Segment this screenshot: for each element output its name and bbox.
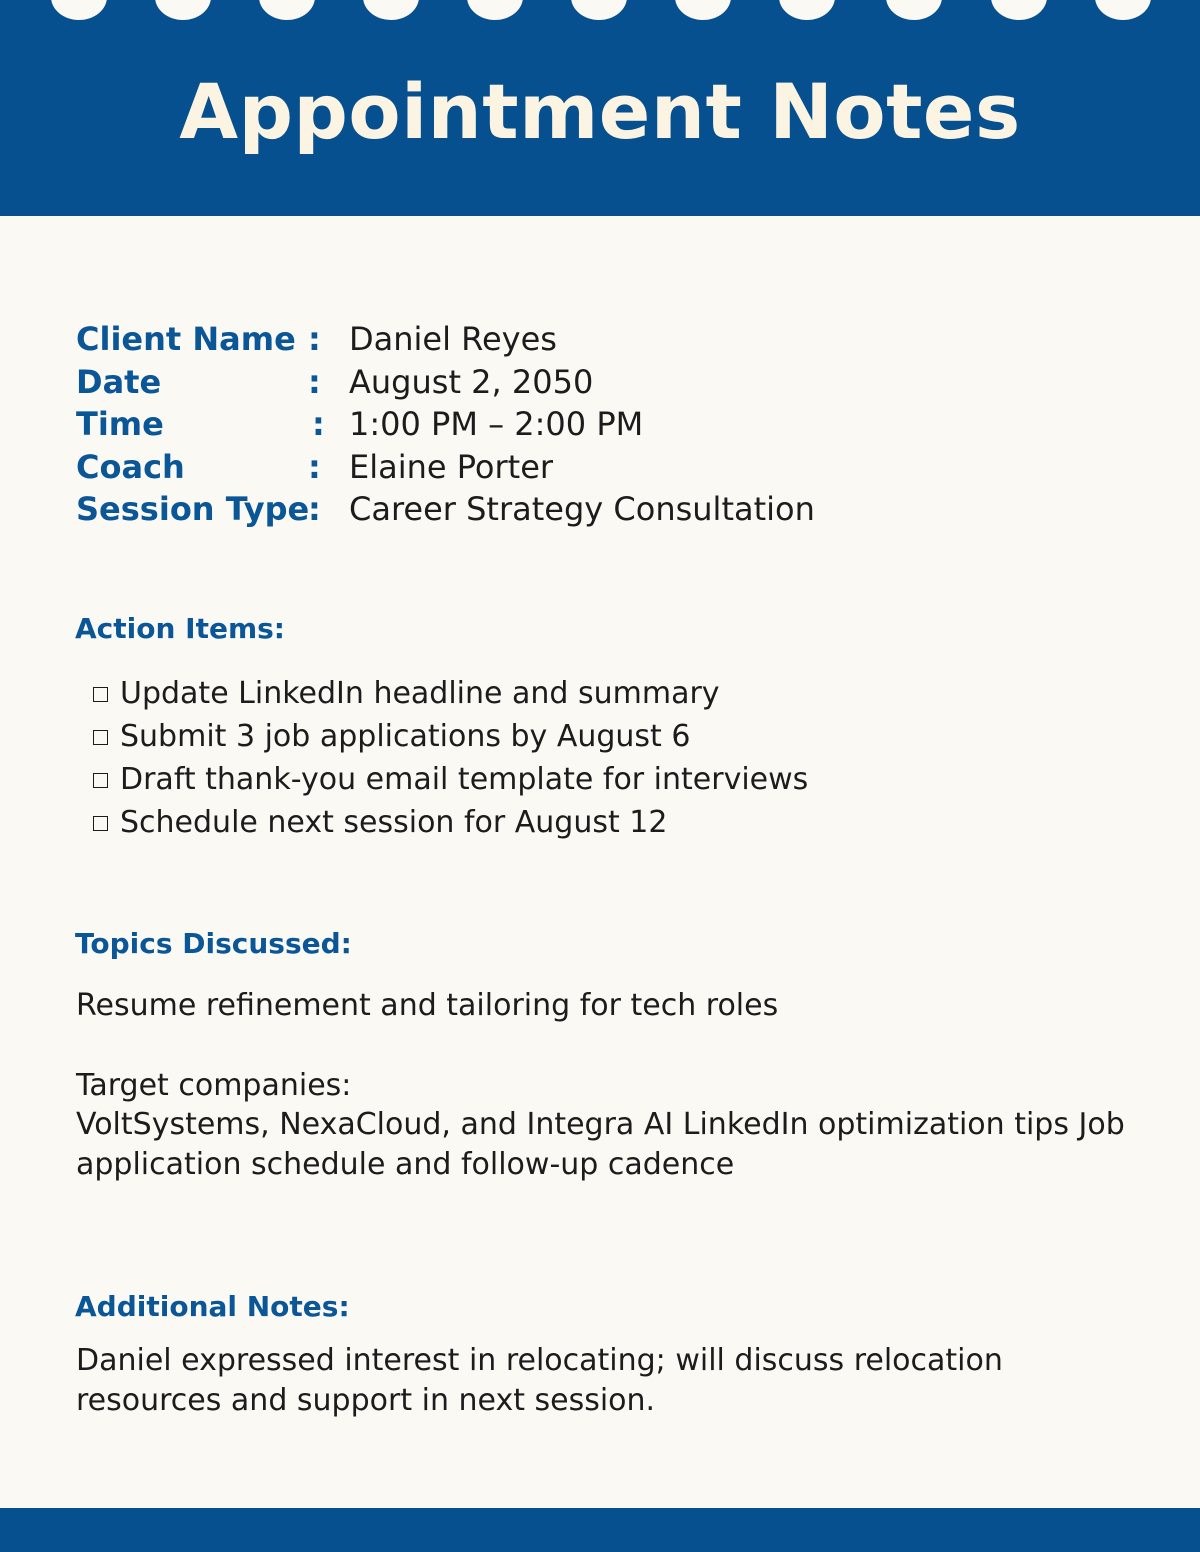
detail-separator: : [308, 320, 321, 358]
header-banner [0, 0, 1200, 216]
binder-hole [779, 0, 835, 20]
list-item-text: Schedule next session for August 12 [120, 805, 668, 840]
detail-label: Date [76, 362, 162, 401]
detail-value: Elaine Porter [349, 447, 554, 486]
additional-notes-heading: Additional Notes: [75, 1290, 350, 1323]
detail-separator: : [308, 362, 321, 401]
additional-notes-text: Daniel expressed interest in relocating; will discuss relocation resources and support in next session. [76, 1343, 1003, 1418]
binder-hole [886, 0, 942, 20]
detail-separator: : [308, 490, 321, 528]
topics-target-companies-label: Target companies: [76, 1068, 352, 1103]
list-item-text: Update LinkedIn headline and summary [120, 676, 720, 711]
detail-separator: : [308, 447, 321, 486]
detail-value: Daniel Reyes [349, 320, 557, 358]
checkbox-icon[interactable] [93, 816, 108, 831]
binder-hole [571, 0, 627, 20]
list-item [93, 758, 808, 801]
detail-label: Coach [76, 447, 185, 486]
list-item [93, 715, 808, 758]
checkbox-icon[interactable] [93, 773, 108, 788]
checkbox-icon[interactable] [93, 730, 108, 745]
detail-value: August 2, 2050 [349, 362, 594, 401]
detail-label: Session Type [76, 490, 310, 528]
list-item [93, 801, 808, 844]
list-item [93, 672, 808, 715]
detail-separator: : [312, 405, 325, 443]
binder-hole [991, 0, 1047, 20]
checkbox-icon[interactable] [93, 687, 108, 702]
list-item-text: Submit 3 job applications by August 6 [120, 719, 691, 754]
binder-hole [259, 0, 315, 20]
page-title: Appointment Notes [179, 67, 1021, 156]
footer-bar [0, 1508, 1200, 1552]
detail-value: 1:00 PM – 2:00 PM [349, 405, 644, 443]
list-item-text: Draft thank-you email template for interviews [120, 762, 809, 797]
detail-label: Time [76, 405, 164, 443]
binder-hole [51, 0, 107, 20]
topics-heading: Topics Discussed: [75, 927, 352, 960]
binder-hole [467, 0, 523, 20]
topics-target-companies-text: VoltSystems, NexaCloud, and Integra AI LinkedIn optimization tips Job application schedule and follow-up cadence [76, 1107, 1125, 1182]
detail-value: Career Strategy Consultation [349, 490, 815, 528]
binder-hole [363, 0, 419, 20]
detail-label: Client Name [76, 320, 296, 358]
binder-hole [1095, 0, 1151, 20]
binder-hole [155, 0, 211, 20]
action-items-list [93, 672, 808, 844]
topics-line: Resume refinement and tailoring for tech roles [76, 988, 779, 1023]
action-items-heading: Action Items: [75, 612, 285, 645]
binder-hole [675, 0, 731, 20]
